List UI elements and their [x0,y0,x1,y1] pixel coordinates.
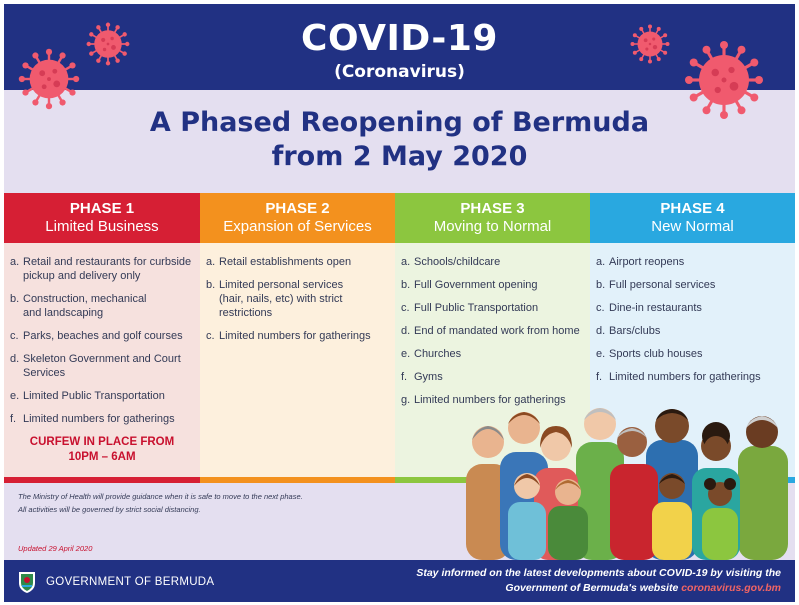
item-letter: g. [401,394,411,406]
list-item [596,324,789,338]
item-text: Retail establishments open [219,256,352,268]
headline-line: A Phased Reopening of Bermuda [149,107,650,138]
item-letter: f. [401,371,408,383]
item-text: Full Government opening [414,279,538,291]
item-letter: a. [10,256,20,268]
phase-3-header [395,193,590,243]
item-text: Limited numbers for gatherings [23,413,175,425]
item-letter: f. [10,413,17,425]
poster-title: COVID-19 [301,18,498,59]
people-illustration [456,402,795,560]
list-item [206,278,389,320]
item-letter: d. [401,325,411,337]
headline [4,106,795,174]
phase-4-header [590,193,795,243]
item-letter: a. [401,256,411,268]
item-text: Full Public Transportation [414,302,539,314]
poster [4,4,795,602]
item-letter: d. [10,353,20,365]
item-text: Limited numbers for gatherings [609,371,761,383]
item-text: Sports club houses [609,348,703,360]
item-letter: b. [401,279,411,291]
item-text: Construction, mechanical and landscaping [23,293,147,319]
item-letter: b. [206,279,216,291]
item-letter: e. [596,348,606,360]
poster-subtitle: (Coronavirus) [334,62,465,82]
list-item [401,301,584,315]
item-letter: c. [596,302,605,314]
note-line: The Ministry of Health will provide guidance when it is safe to move to the next phase. [18,492,303,501]
headline-line: from 2 May 2020 [271,141,528,172]
phase-subtitle: Expansion of Services [223,218,372,235]
list-item [401,278,584,292]
item-letter: a. [596,256,606,268]
phase-subtitle: Moving to Normal [433,218,552,235]
stay-line-2 [401,581,781,596]
note-line: All activities will be governed by strict social distancing. [18,505,201,514]
phase-1-header [4,193,200,243]
item-letter: c. [401,302,410,314]
phase-name: PHASE 3 [460,200,525,217]
stay-informed-text [401,566,781,596]
item-text: Full personal services [609,279,716,291]
curfew-notice: CURFEW IN PLACE FROM 10PM – 6AM [29,436,175,463]
list-item [10,292,194,320]
person-figure [738,416,788,560]
item-text: Limited numbers for gatherings [414,394,566,406]
item-text: Dine-in restaurants [609,302,702,314]
item-text: Limited Public Transportation [23,390,165,402]
list-item [596,347,789,361]
list-item [10,389,194,403]
list-item [401,347,584,361]
list-item [10,352,194,380]
phase-name: PHASE 1 [69,200,135,217]
phase-2-header [200,193,395,243]
phase-1-list [4,243,200,477]
list-item [10,329,194,343]
item-letter: b. [596,279,606,291]
item-letter: e. [10,390,20,402]
updated-date: Updated 29 April 2020 [18,544,93,553]
list-item [596,255,789,269]
website-link[interactable]: coronavirus.gov.bm [681,582,781,594]
item-text: Limited numbers for gatherings [219,330,371,342]
item-text: Airport reopens [609,256,685,268]
phase-name: PHASE 2 [265,200,330,217]
item-letter: c. [10,330,19,342]
item-letter: a. [206,256,216,268]
phase-2-list [200,243,395,477]
list-item [596,370,789,384]
list-item [596,301,789,315]
stay-line: Government of Bermuda's website [505,582,679,594]
item-text: Parks, beaches and golf courses [23,330,183,342]
stay-line: Stay informed on the latest developments about COVID-19 by visiting the [416,567,781,579]
list-item [401,324,584,338]
item-text: End of mandated work from home [414,325,580,337]
list-item [596,278,789,292]
list-item [206,255,389,269]
item-text: Retail and restaurants for curbside pickup and delivery only [23,256,192,282]
bermuda-crest-icon [18,570,36,594]
item-text: Gyms [414,371,443,383]
item-text: Schools/childcare [414,256,501,268]
item-text: Limited personal services (hair, nails, etc) with strict restrictions [219,279,344,319]
list-item [10,412,194,426]
item-letter: e. [401,348,411,360]
government-label: GOVERNMENT OF BERMUDA [46,576,215,588]
item-letter: c. [206,330,215,342]
list-item [401,370,584,384]
footer [4,560,795,602]
list-item [10,255,194,283]
item-letter: f. [596,371,603,383]
list-item [401,255,584,269]
item-text: Churches [414,348,462,360]
phase-subtitle: New Normal [651,218,734,235]
item-letter: d. [596,325,606,337]
phase-1-bar [4,477,200,483]
phase-2-bar [200,477,395,483]
guidance-notes [18,490,303,516]
item-text: Bars/clubs [609,325,661,337]
item-text: Skeleton Government and Court Services [23,353,181,379]
item-letter: b. [10,293,20,305]
list-item [206,329,389,343]
phase-name: PHASE 4 [660,200,725,217]
phase-subtitle: Limited Business [45,218,159,235]
